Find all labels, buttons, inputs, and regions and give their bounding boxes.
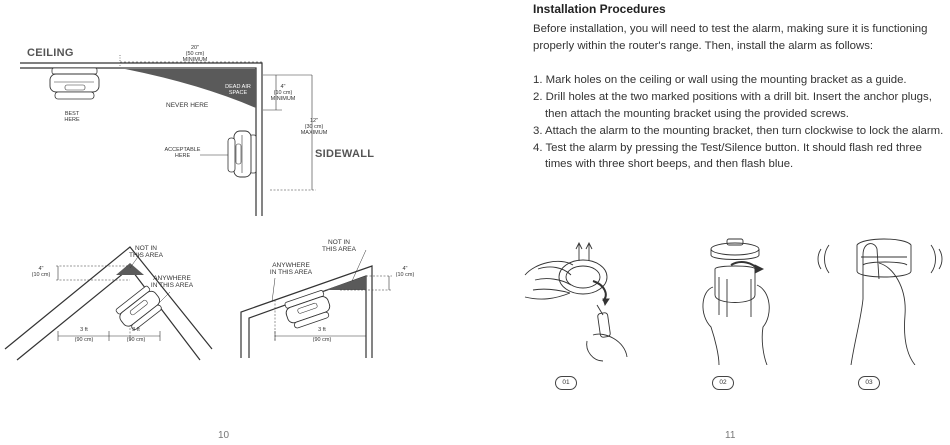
roof-left-3ft-a-label: 3 ft (90 cm) (74, 327, 94, 343)
roof-right-not-in-area-label: NOT IN THIS AREA (322, 239, 356, 253)
section-title: Installation Procedures (533, 2, 666, 16)
step2-twist-illustration (703, 239, 769, 365)
page-number-right: 11 (725, 430, 736, 441)
step-item: 3. Attach the alarm to the mounting bracket, then turn clockwise to lock the alarm. (533, 124, 944, 137)
roof-right-dim-4-label: 4" (10 cm) (395, 266, 415, 278)
acceptable-here-label: ACCEPTABLE HERE (164, 147, 201, 159)
page-number-left: 10 (218, 430, 230, 441)
roof-right-anywhere-label: ANYWHERE IN THIS AREA (269, 262, 313, 276)
dim-4-minimum-label: 4" (10 cm) MINIMUM (270, 84, 296, 102)
installation-illustrations (475, 235, 950, 365)
step-item: 4. Test the alarm by pressing the Test/Silence button. It should flash red three times with three short beeps, and then flash blue. (533, 141, 922, 170)
step1-drill-illustration (525, 243, 627, 361)
roof-left-dim-4-label: 4" (10 cm) (31, 266, 51, 278)
ceiling-label: CEILING (27, 47, 74, 59)
step-item: 1. Mark holes on the ceiling or wall using the mounting bracket as a guide. (533, 74, 907, 86)
step-badge-03: 03 (858, 376, 880, 390)
step-badge-02: 02 (712, 376, 734, 390)
roof-left-not-in-area-label: NOT IN THIS AREA (129, 245, 163, 259)
step-badge-01: 01 (555, 376, 577, 390)
steps-list (533, 72, 948, 173)
best-here-label: BEST HERE (64, 111, 80, 123)
step3-press-illustration (818, 239, 942, 365)
roof-left-anywhere-label: ANYWHERE IN THIS AREA (150, 275, 194, 289)
never-here-label: NEVER HERE (166, 102, 209, 109)
roof-right-3ft-label: 3 ft (90 cm) (312, 327, 332, 343)
dead-air-space-label: DEAD AIR SPACE (225, 84, 251, 96)
intro-paragraph: Before installation, you will need to test the alarm, making sure it is functioning properly within the router's range. Then, install the alarm as follows: (533, 23, 928, 52)
sidewall-label: SIDEWALL (315, 148, 375, 160)
dim-20-label: 20" (50 cm) MINIMUM (182, 45, 208, 63)
step-item: 2. Drill holes at the two marked positions with a drill bit. Insert the anchor plugs, then attach the mounting bracket using the provided screws. (533, 91, 932, 120)
right-page (475, 0, 950, 445)
roof-left-3ft-b-label: 3 ft (90 cm) (126, 327, 146, 343)
dim-12-maximum-label: 12" (30 cm) MAXIMUM (300, 118, 328, 136)
detector-sloped-ceiling-icon (283, 289, 334, 330)
